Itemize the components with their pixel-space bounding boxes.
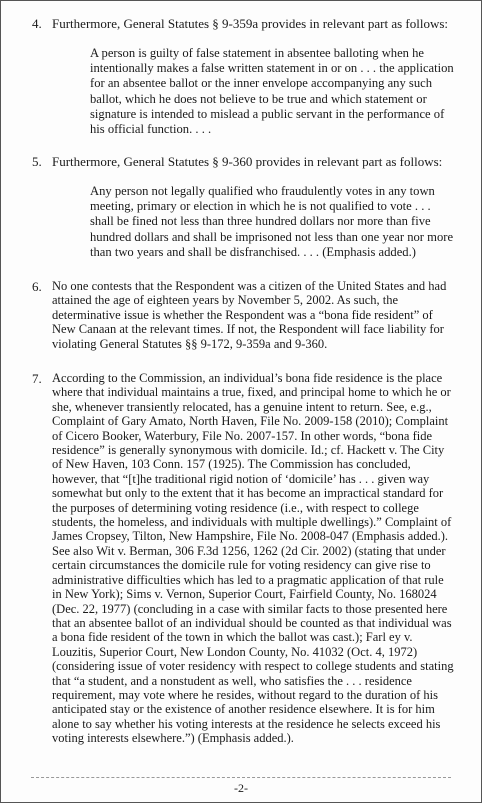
body-line: she, whenever transiently relocated, has a genuine intent to return. See, e.g., [52,399,432,414]
body-line: See also Wit v. Berman, 306 F.3d 1256, 1262 (2d Cir. 2002) (stating that under [52,543,446,558]
body-line: According to the Commission, an individual’s bona fide residence is the place [52,371,443,385]
quote-line: shall be fined not less than three hundred dollars nor more than five [90,214,431,229]
body-line: where that individual maintains a true, fixed, and principal home to which he or [52,385,451,400]
body-line: that an absentee ballot of an individual should be counted as that individual was [52,615,452,630]
body-line: Louzitis, Superior Court, New London County, No. 41032 (Oct. 4, 1972) [52,644,418,659]
block-quote [90,184,459,260]
body-line: anticipated stay or the existence of another residence elsewhere. It is for him [52,702,435,717]
body-line: certain circumstances the domicile rule for voting residency can give rise to [52,558,431,573]
body-line: voting interests elsewhere.”) (Emphasis added.). [52,731,294,746]
body-line: (Dec. 22, 1977) (concluding in a case with similar facts to those presented here [52,601,448,616]
quote-line: than two years and shall be disfranchised. . . . (Emphasis added.) [90,244,416,259]
body-line: administrative difficulties which has led to a pragmatic application of that rule [52,572,444,587]
body-line: that “a student, and a nonstudent as well, who satisfies the . . . residence [52,673,412,688]
footer-divider [31,777,451,778]
body-line: however, that “[t]he traditional rigid notion of ‘domicile’ has . . . given way [52,471,430,486]
body-line: (considering issue of voter residency with respect to college students and stating [52,659,454,674]
paragraph-number: 6. [32,279,42,294]
paragraph-number: 7. [32,371,42,386]
page-number: -2- [234,781,248,795]
body-line: James Cropsey, Tilton, New Hampshire, File No. 2008-047 (Emphasis added.). [52,529,449,544]
quote-line: Any person not legally qualified who fraudulently votes in any town [90,184,435,198]
body-line: residence” is generally synonymous with domicile. Id.; cf. Hackett v. The City [52,443,445,458]
body-line: alone to say whether his voting interests at the residence he selects exceed his [52,716,441,731]
quote-line: A person is guilty of false statement in absentee balloting when he [90,46,425,60]
body-line: No one contests that the Respondent was a citizen of the United States and had [52,279,447,293]
body-line: a bona fide resident of the town in which the ballot was cast.); Farl ey v. [52,630,413,645]
body-line: Complaint of Gary Amato, North Haven, File No. 2009-158 (2010); Complaint [52,414,449,429]
quote-line: hundred dollars and shall be imprisoned not less than one year nor more [90,229,454,244]
quote-line: signature is intended to mislead a public servant in the performance of [90,106,445,121]
quote-line: meeting, primary or election in which he is not qualified to vote . . . [90,199,431,214]
body-line: of New Haven, 103 Conn. 157 (1925). The Commission has concluded, [52,457,411,472]
body-line: requirement, may vote where he resides, without regard to the duration of his [52,687,438,702]
body-line: in New York); Sims v. Vernon, Superior Court, Fairfield County, No. 168024 [52,587,437,602]
body-line: attained the age of eighteen years by November 5, 2002. As such, the [52,293,399,308]
quote-line: ballot, which he does not believe to be true and which statement or [90,91,427,106]
quote-line: intentionally makes a false written statement in or on . . . the application [90,61,454,76]
quote-line: for an absentee ballot or the inner envelope accompanying any such [90,76,432,91]
paragraph-number: 5. [32,154,42,169]
body-line: somewhat but only to the extent that it has become an impractical standard for [52,486,444,501]
body-line: the purposes of determining voting residence (i.e., with respect to college [52,500,419,515]
paragraph-number: 4. [32,16,42,31]
block-quote [90,46,459,137]
body-line: of Cicero Booker, Waterbury, File No. 2007-157. In other words, “bona fide [52,428,432,443]
body-line: violating General Statutes §§ 9-172, 9-359a and 9-360. [52,336,328,351]
paragraph-body [52,279,461,351]
body-line: students, the homeless, and individuals with multiple dwellings).” Complaint of [52,515,452,530]
paragraph-body [52,371,461,746]
body-line: New Canaan at the relevant times. If not, the Respondent will face liability for [52,322,444,337]
paragraph-intro: Furthermore, General Statutes § 9-360 provides in relevant part as follows: [52,154,443,169]
body-line: determinative issue is whether the Respondent was a “bona fide resident” of [52,307,433,322]
paragraph-intro: Furthermore, General Statutes § 9-359a provides in relevant part as follows: [52,16,449,31]
quote-line: his official function. . . . [90,122,212,137]
